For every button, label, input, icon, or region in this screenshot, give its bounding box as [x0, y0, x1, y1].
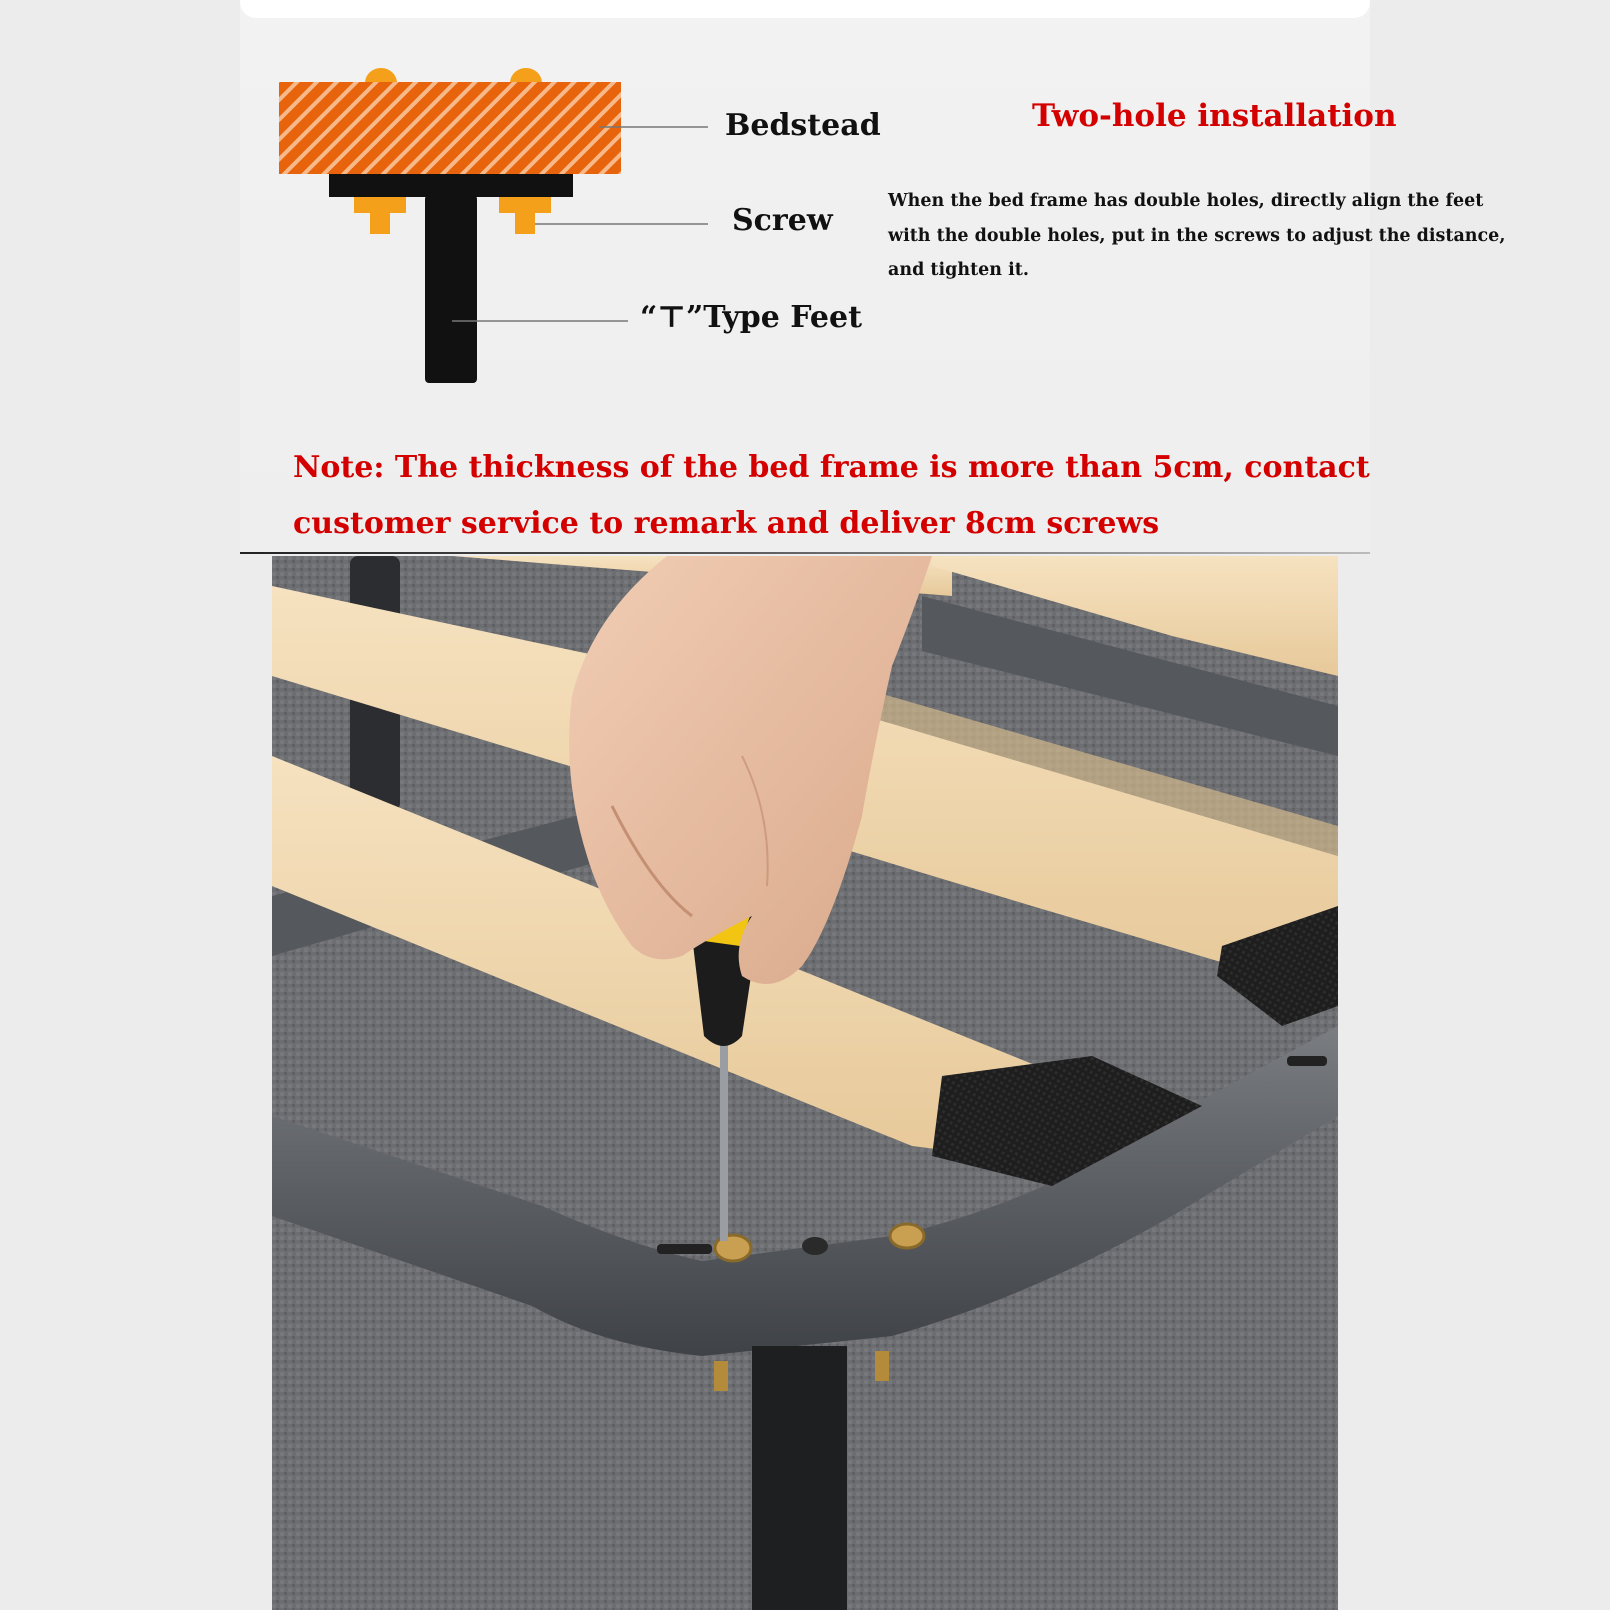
- installation-description: [888, 184, 1528, 288]
- description-line: with the double holes, put in the screws to adjust the distance,: [888, 225, 1506, 246]
- screw-left: [354, 197, 406, 234]
- note-line: customer service to remark and deliver 8cm screws: [293, 506, 1160, 541]
- screw-label: Screw: [732, 203, 833, 238]
- screw-right: [499, 197, 551, 234]
- installation-heading: Two-hole installation: [1032, 98, 1397, 134]
- thickness-note: [293, 440, 1370, 552]
- section-divider: [240, 552, 1370, 554]
- note-line: Note: The thickness of the bed frame is more than 5cm, contact: [293, 450, 1370, 485]
- description-line: and tighten it.: [888, 260, 1029, 280]
- bedstead-label: Bedstead: [725, 108, 881, 143]
- bedstead-block: [279, 82, 621, 174]
- t-feet-plate: [329, 174, 573, 197]
- description-line: When the bed frame has double holes, directly align the feet: [888, 191, 1484, 211]
- t-type-feet-label: “⊤”Type Feet: [640, 300, 862, 335]
- installation-photo: [272, 556, 1338, 1610]
- t-feet-stem: [425, 195, 477, 383]
